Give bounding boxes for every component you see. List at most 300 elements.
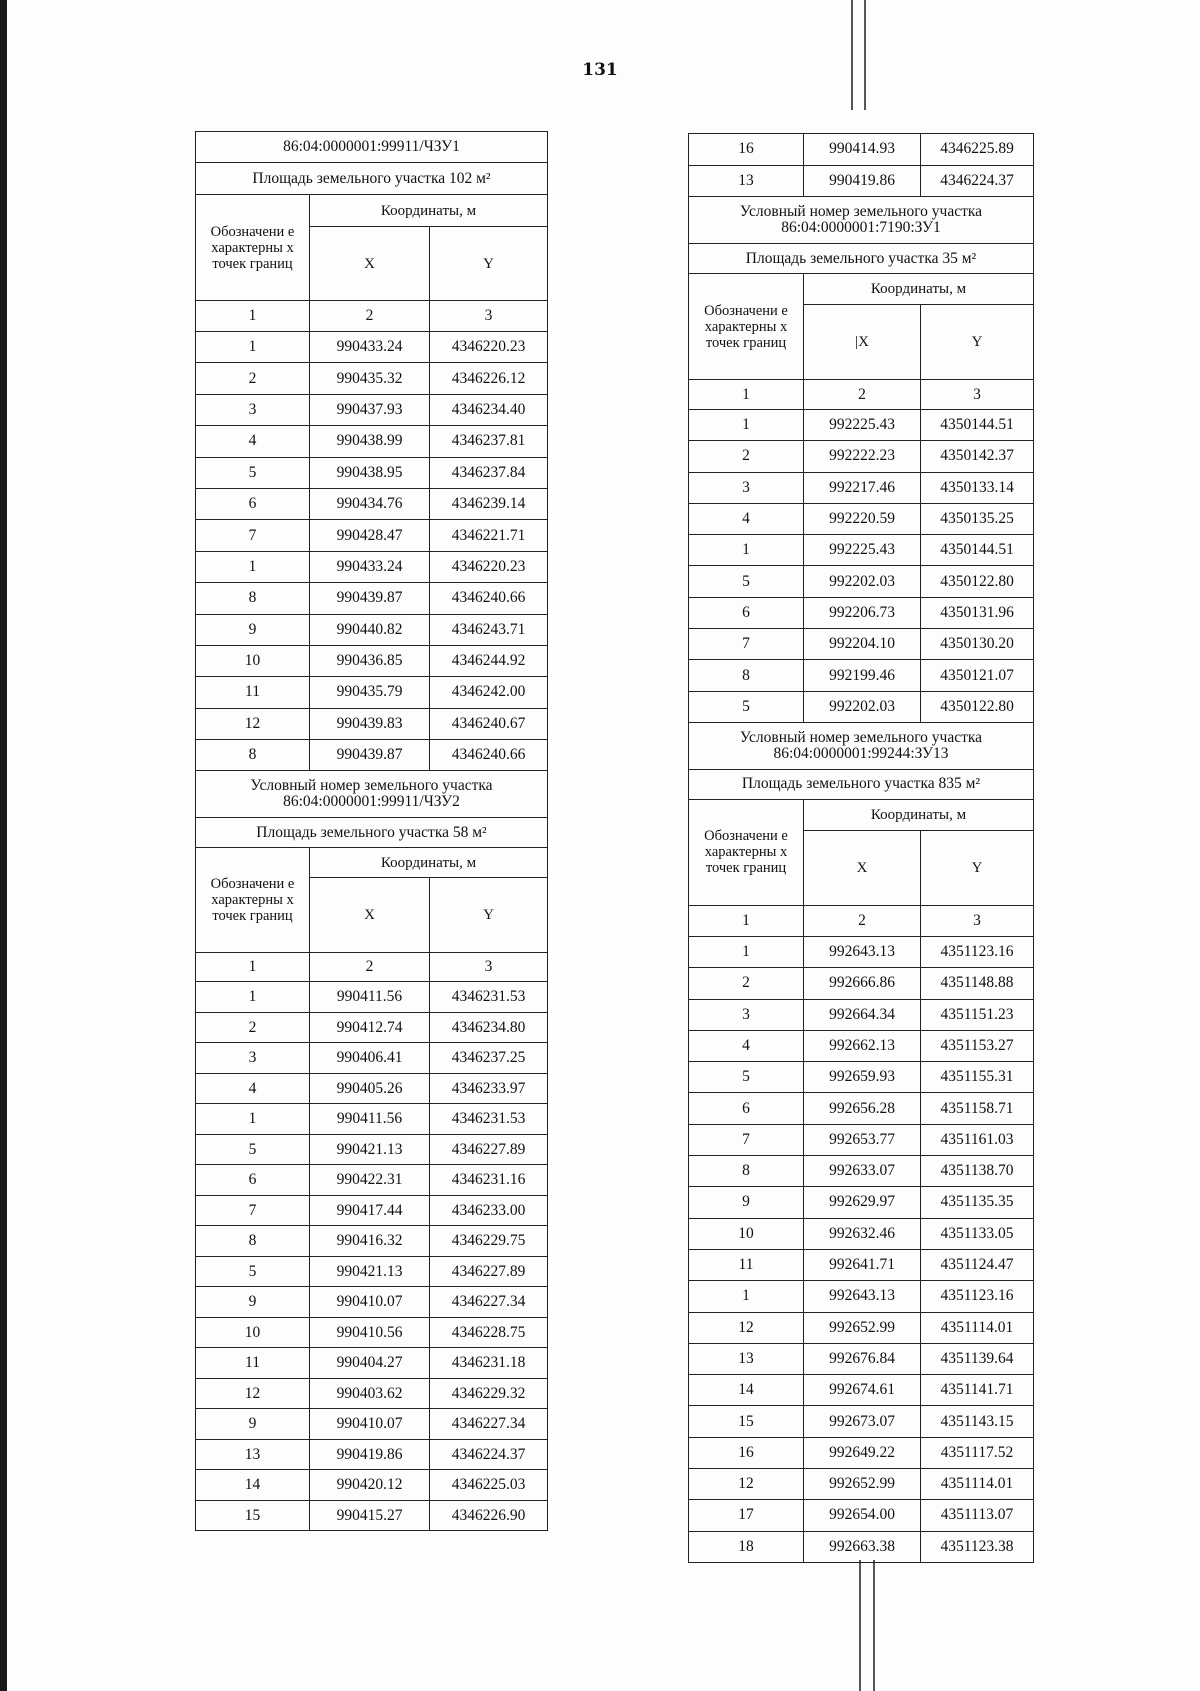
x-value: 992222.23 bbox=[804, 441, 921, 472]
table-row bbox=[689, 441, 1034, 472]
point-number: 3 bbox=[689, 999, 804, 1030]
y-value: 4346237.84 bbox=[430, 457, 548, 488]
y-value: 4346240.66 bbox=[430, 583, 548, 614]
point-designation-header: Обозначени е характерны х точек границ bbox=[689, 274, 804, 380]
table-row bbox=[689, 165, 1034, 197]
table-row bbox=[689, 472, 1034, 503]
y-value: 4351114.01 bbox=[921, 1312, 1034, 1343]
y-value: 4351143.15 bbox=[921, 1406, 1034, 1437]
y-value: 4351135.35 bbox=[921, 1187, 1034, 1218]
x-header: X bbox=[310, 878, 430, 953]
column-numbers-row bbox=[689, 380, 1034, 410]
table-row bbox=[196, 1348, 548, 1379]
coordinates-header: Координаты, м bbox=[804, 799, 1034, 830]
table-row bbox=[196, 1195, 548, 1226]
point-number: 14 bbox=[689, 1375, 804, 1406]
table-row bbox=[689, 503, 1034, 534]
parcel1-area-row bbox=[196, 163, 548, 195]
table-row bbox=[689, 134, 1034, 166]
x-value: 990405.26 bbox=[310, 1073, 430, 1104]
table-row bbox=[196, 488, 548, 519]
point-number: 13 bbox=[689, 1343, 804, 1374]
x-value: 992673.07 bbox=[804, 1406, 921, 1437]
coordinates-header: Координаты, м bbox=[804, 274, 1034, 305]
x-value: 992643.13 bbox=[804, 1281, 921, 1312]
parcel2-area-row bbox=[196, 818, 548, 848]
y-value: 4350122.80 bbox=[921, 691, 1034, 722]
right-coordinates-table bbox=[688, 133, 1034, 1563]
table-row bbox=[196, 1043, 548, 1074]
y-value: 4350133.14 bbox=[921, 472, 1034, 503]
x-value: 990403.62 bbox=[310, 1378, 430, 1409]
y-value: 4346240.66 bbox=[430, 740, 548, 771]
table-row bbox=[689, 1469, 1034, 1500]
point-number: 12 bbox=[689, 1312, 804, 1343]
x-value: 990438.95 bbox=[310, 457, 430, 488]
parcel1-area: Площадь земельного участка 102 м² bbox=[196, 163, 548, 195]
left-coordinates-table bbox=[195, 131, 548, 1531]
x-value: 990435.79 bbox=[310, 677, 430, 708]
parcel3-area-row bbox=[689, 244, 1034, 274]
y-value: 4350121.07 bbox=[921, 660, 1034, 691]
x-value: 990414.93 bbox=[804, 134, 921, 166]
y-value: 4351141.71 bbox=[921, 1375, 1034, 1406]
point-number: 1 bbox=[689, 410, 804, 441]
y-value: 4346220.23 bbox=[430, 551, 548, 582]
header-row bbox=[196, 195, 548, 227]
table-row bbox=[689, 410, 1034, 441]
column-number-3: 3 bbox=[430, 301, 548, 332]
table-row bbox=[689, 1124, 1034, 1155]
point-number: 12 bbox=[196, 708, 310, 739]
table-row bbox=[196, 1317, 548, 1348]
y-value: 4346231.53 bbox=[430, 982, 548, 1013]
point-number: 8 bbox=[196, 1226, 310, 1257]
table-row bbox=[196, 1104, 548, 1135]
table-row bbox=[196, 1378, 548, 1409]
y-value: 4346234.40 bbox=[430, 394, 548, 425]
x-value: 992652.99 bbox=[804, 1469, 921, 1500]
parcel1-id: 86:04:0000001:99911/ЧЗУ1 bbox=[196, 132, 548, 163]
x-value: 990415.27 bbox=[310, 1500, 430, 1531]
y-value: 4346233.00 bbox=[430, 1195, 548, 1226]
y-value: 4351133.05 bbox=[921, 1218, 1034, 1249]
scan-left-edge bbox=[0, 0, 7, 1691]
y-value: 4351148.88 bbox=[921, 968, 1034, 999]
x-value: 990410.56 bbox=[310, 1317, 430, 1348]
point-number: 18 bbox=[689, 1531, 804, 1562]
table-row bbox=[196, 1470, 548, 1501]
y-value: 4346242.00 bbox=[430, 677, 548, 708]
table-row bbox=[196, 1012, 548, 1043]
x-value: 992206.73 bbox=[804, 597, 921, 628]
point-number: 4 bbox=[689, 1030, 804, 1061]
y-value: 4346224.37 bbox=[430, 1439, 548, 1470]
x-value: 992659.93 bbox=[804, 1062, 921, 1093]
table-row bbox=[689, 629, 1034, 660]
x-value: 990416.32 bbox=[310, 1226, 430, 1257]
x-value: 992204.10 bbox=[804, 629, 921, 660]
point-number: 5 bbox=[689, 566, 804, 597]
y-value: 4351155.31 bbox=[921, 1062, 1034, 1093]
x-value: 990419.86 bbox=[804, 165, 921, 197]
x-value: 990436.85 bbox=[310, 645, 430, 676]
column-number-3: 3 bbox=[921, 380, 1034, 410]
y-value: 4351123.16 bbox=[921, 936, 1034, 967]
point-number: 3 bbox=[196, 1043, 310, 1074]
point-number: 1 bbox=[689, 535, 804, 566]
point-number: 15 bbox=[689, 1406, 804, 1437]
y-value: 4351114.01 bbox=[921, 1469, 1034, 1500]
point-number: 5 bbox=[689, 691, 804, 722]
point-number: 8 bbox=[196, 583, 310, 614]
x-value: 990417.44 bbox=[310, 1195, 430, 1226]
table-row bbox=[196, 363, 548, 394]
scan-binding-line-top bbox=[851, 0, 853, 110]
y-header: Y bbox=[921, 830, 1034, 905]
x-value: 990404.27 bbox=[310, 1348, 430, 1379]
y-value: 4346237.25 bbox=[430, 1043, 548, 1074]
table-row bbox=[689, 1312, 1034, 1343]
table-row bbox=[196, 1165, 548, 1196]
x-value: 990434.76 bbox=[310, 488, 430, 519]
coordinates-header: Координаты, м bbox=[310, 195, 548, 227]
column-number-2: 2 bbox=[804, 380, 921, 410]
point-number: 10 bbox=[196, 1317, 310, 1348]
x-value: 992649.22 bbox=[804, 1437, 921, 1468]
x-value: 990410.07 bbox=[310, 1287, 430, 1318]
y-value: 4346227.34 bbox=[430, 1287, 548, 1318]
table-row bbox=[196, 677, 548, 708]
point-number: 9 bbox=[196, 1409, 310, 1440]
point-number: 14 bbox=[196, 1470, 310, 1501]
table-row bbox=[689, 1218, 1034, 1249]
table-row bbox=[689, 1500, 1034, 1531]
x-value: 992676.84 bbox=[804, 1343, 921, 1374]
table-row bbox=[196, 1439, 548, 1470]
point-number: 5 bbox=[196, 1134, 310, 1165]
scan-binding-line-bottom bbox=[859, 1560, 861, 1691]
parcel2-title-row bbox=[196, 771, 548, 818]
y-value: 4351158.71 bbox=[921, 1093, 1034, 1124]
point-number: 7 bbox=[196, 1195, 310, 1226]
table-row bbox=[689, 999, 1034, 1030]
x-value: 992632.46 bbox=[804, 1218, 921, 1249]
x-value: 990412.74 bbox=[310, 1012, 430, 1043]
y-value: 4350135.25 bbox=[921, 503, 1034, 534]
x-value: 992663.38 bbox=[804, 1531, 921, 1562]
table-row bbox=[196, 583, 548, 614]
table-row bbox=[196, 332, 548, 363]
y-value: 4346229.32 bbox=[430, 1378, 548, 1409]
table-row bbox=[689, 1156, 1034, 1187]
x-value: 990428.47 bbox=[310, 520, 430, 551]
column-number-2: 2 bbox=[804, 905, 921, 936]
table-row bbox=[196, 708, 548, 739]
x-value: 990438.99 bbox=[310, 426, 430, 457]
point-number: 11 bbox=[196, 1348, 310, 1379]
point-number: 13 bbox=[689, 165, 804, 197]
table-row bbox=[689, 691, 1034, 722]
parcel4-title: Условный номер земельного участка 86:04:0000001:99244:ЗУ13 bbox=[689, 722, 1034, 769]
point-number: 10 bbox=[196, 645, 310, 676]
point-number: 6 bbox=[689, 1093, 804, 1124]
point-number: 2 bbox=[196, 363, 310, 394]
x-value: 992225.43 bbox=[804, 410, 921, 441]
y-value: 4351138.70 bbox=[921, 1156, 1034, 1187]
x-value: 990411.56 bbox=[310, 982, 430, 1013]
table-row bbox=[689, 1030, 1034, 1061]
point-number: 8 bbox=[689, 1156, 804, 1187]
x-value: 990439.83 bbox=[310, 708, 430, 739]
table-row bbox=[196, 394, 548, 425]
x-value: 992653.77 bbox=[804, 1124, 921, 1155]
point-number: 17 bbox=[689, 1500, 804, 1531]
x-value: 992220.59 bbox=[804, 503, 921, 534]
y-value: 4346240.67 bbox=[430, 708, 548, 739]
y-value: 4350122.80 bbox=[921, 566, 1034, 597]
y-value: 4351139.64 bbox=[921, 1343, 1034, 1374]
point-number: 1 bbox=[689, 936, 804, 967]
point-number: 10 bbox=[689, 1218, 804, 1249]
page-number: 131 bbox=[582, 60, 618, 80]
y-value: 4351123.38 bbox=[921, 1531, 1034, 1562]
point-number: 13 bbox=[196, 1439, 310, 1470]
x-header: X bbox=[804, 830, 921, 905]
table-row bbox=[196, 982, 548, 1013]
point-number: 7 bbox=[196, 520, 310, 551]
point-designation-header: Обозначени е характерны х точек границ bbox=[196, 195, 310, 301]
header-row bbox=[689, 274, 1034, 305]
parcel3-title-row bbox=[689, 197, 1034, 244]
y-value: 4351161.03 bbox=[921, 1124, 1034, 1155]
point-designation-header: Обозначени е характерны х точек границ bbox=[689, 799, 804, 905]
point-number: 3 bbox=[689, 472, 804, 503]
x-value: 992664.34 bbox=[804, 999, 921, 1030]
y-value: 4351113.07 bbox=[921, 1500, 1034, 1531]
y-value: 4346227.89 bbox=[430, 1134, 548, 1165]
x-value: 990421.13 bbox=[310, 1134, 430, 1165]
point-number: 6 bbox=[689, 597, 804, 628]
y-value: 4351124.47 bbox=[921, 1249, 1034, 1280]
y-value: 4346243.71 bbox=[430, 614, 548, 645]
point-number: 9 bbox=[196, 614, 310, 645]
table-row bbox=[689, 968, 1034, 999]
y-header: Y bbox=[430, 878, 548, 953]
x-value: 990435.32 bbox=[310, 363, 430, 394]
parcel1-id-row bbox=[196, 132, 548, 163]
y-value: 4351123.16 bbox=[921, 1281, 1034, 1312]
point-number: 2 bbox=[196, 1012, 310, 1043]
point-number: 4 bbox=[196, 426, 310, 457]
table-row bbox=[196, 1256, 548, 1287]
point-number: 9 bbox=[689, 1187, 804, 1218]
table-row bbox=[196, 645, 548, 676]
point-number: 12 bbox=[689, 1469, 804, 1500]
column-number-1: 1 bbox=[689, 380, 804, 410]
y-value: 4346221.71 bbox=[430, 520, 548, 551]
table-row bbox=[196, 520, 548, 551]
y-value: 4346237.81 bbox=[430, 426, 548, 457]
x-header: X bbox=[310, 227, 430, 301]
column-numbers-row bbox=[196, 301, 548, 332]
column-numbers-row bbox=[196, 953, 548, 982]
point-number: 9 bbox=[196, 1287, 310, 1318]
point-number: 4 bbox=[689, 503, 804, 534]
table-row bbox=[196, 457, 548, 488]
point-number: 5 bbox=[196, 1256, 310, 1287]
point-number: 1 bbox=[689, 1281, 804, 1312]
x-value: 990439.87 bbox=[310, 740, 430, 771]
y-value: 4346226.90 bbox=[430, 1500, 548, 1531]
y-value: 4346231.16 bbox=[430, 1165, 548, 1196]
point-number: 16 bbox=[689, 134, 804, 166]
point-number: 2 bbox=[689, 968, 804, 999]
point-number: 6 bbox=[196, 488, 310, 519]
column-number-3: 3 bbox=[430, 953, 548, 982]
point-number: 8 bbox=[196, 740, 310, 771]
column-number-3: 3 bbox=[921, 905, 1034, 936]
y-header: Y bbox=[430, 227, 548, 301]
x-value: 990410.07 bbox=[310, 1409, 430, 1440]
point-number: 1 bbox=[196, 332, 310, 363]
x-value: 990439.87 bbox=[310, 583, 430, 614]
table-row bbox=[689, 1343, 1034, 1374]
table-row bbox=[689, 936, 1034, 967]
table-row bbox=[196, 426, 548, 457]
table-row bbox=[196, 1226, 548, 1257]
x-value: 992674.61 bbox=[804, 1375, 921, 1406]
scan-binding-line-bottom-2 bbox=[873, 1560, 875, 1691]
y-value: 4350131.96 bbox=[921, 597, 1034, 628]
x-value: 990433.24 bbox=[310, 551, 430, 582]
table-row bbox=[689, 1281, 1034, 1312]
y-value: 4346233.97 bbox=[430, 1073, 548, 1104]
point-designation-header: Обозначени е характерны х точек границ bbox=[196, 848, 310, 953]
y-value: 4346234.80 bbox=[430, 1012, 548, 1043]
point-number: 3 bbox=[196, 394, 310, 425]
table-row bbox=[196, 1500, 548, 1531]
y-value: 4350144.51 bbox=[921, 410, 1034, 441]
x-value: 992199.46 bbox=[804, 660, 921, 691]
y-value: 4346239.14 bbox=[430, 488, 548, 519]
x-value: 992217.46 bbox=[804, 472, 921, 503]
x-value: 990437.93 bbox=[310, 394, 430, 425]
column-number-2: 2 bbox=[310, 301, 430, 332]
table-row bbox=[196, 614, 548, 645]
point-number: 2 bbox=[689, 441, 804, 472]
x-value: 992656.28 bbox=[804, 1093, 921, 1124]
column-number-2: 2 bbox=[310, 953, 430, 982]
table-row bbox=[689, 597, 1034, 628]
y-value: 4346227.89 bbox=[430, 1256, 548, 1287]
table-row bbox=[689, 535, 1034, 566]
y-value: 4351151.23 bbox=[921, 999, 1034, 1030]
point-number: 7 bbox=[689, 1124, 804, 1155]
y-value: 4346231.53 bbox=[430, 1104, 548, 1135]
x-value: 990421.13 bbox=[310, 1256, 430, 1287]
column-number-1: 1 bbox=[196, 301, 310, 332]
point-number: 1 bbox=[196, 982, 310, 1013]
coordinates-header: Координаты, м bbox=[310, 848, 548, 878]
table-row bbox=[196, 1073, 548, 1104]
point-number: 12 bbox=[196, 1378, 310, 1409]
y-header: Y bbox=[921, 305, 1034, 380]
table-row bbox=[689, 660, 1034, 691]
y-value: 4351117.52 bbox=[921, 1437, 1034, 1468]
x-value: 992225.43 bbox=[804, 535, 921, 566]
column-number-1: 1 bbox=[689, 905, 804, 936]
table-row bbox=[689, 1375, 1034, 1406]
x-value: 992666.86 bbox=[804, 968, 921, 999]
x-header: |X bbox=[804, 305, 921, 380]
parcel4-area: Площадь земельного участка 835 м² bbox=[689, 769, 1034, 799]
x-value: 990440.82 bbox=[310, 614, 430, 645]
y-value: 4346227.34 bbox=[430, 1409, 548, 1440]
parcel4-area-row bbox=[689, 769, 1034, 799]
x-value: 990433.24 bbox=[310, 332, 430, 363]
x-value: 992202.03 bbox=[804, 691, 921, 722]
x-value: 992641.71 bbox=[804, 1249, 921, 1280]
table-row bbox=[196, 1134, 548, 1165]
x-value: 990406.41 bbox=[310, 1043, 430, 1074]
point-number: 15 bbox=[196, 1500, 310, 1531]
header-row bbox=[196, 848, 548, 878]
table-row bbox=[689, 1249, 1034, 1280]
column-number-1: 1 bbox=[196, 953, 310, 982]
y-value: 4350144.51 bbox=[921, 535, 1034, 566]
x-value: 992633.07 bbox=[804, 1156, 921, 1187]
parcel2-area: Площадь земельного участка 58 м² bbox=[196, 818, 548, 848]
point-number: 11 bbox=[689, 1249, 804, 1280]
table-row bbox=[689, 1406, 1034, 1437]
x-value: 992652.99 bbox=[804, 1312, 921, 1343]
table-row bbox=[196, 740, 548, 771]
parcel3-area: Площадь земельного участка 35 м² bbox=[689, 244, 1034, 274]
parcel2-title: Условный номер земельного участка 86:04:0000001:99911/ЧЗУ2 bbox=[196, 771, 548, 818]
point-number: 8 bbox=[689, 660, 804, 691]
point-number: 5 bbox=[196, 457, 310, 488]
table-row bbox=[689, 1187, 1034, 1218]
y-value: 4346220.23 bbox=[430, 332, 548, 363]
table-row bbox=[689, 1531, 1034, 1562]
header-row bbox=[689, 799, 1034, 830]
table-row bbox=[196, 1409, 548, 1440]
parcel3-title: Условный номер земельного участка 86:04:0000001:7190:ЗУ1 bbox=[689, 197, 1034, 244]
y-value: 4350142.37 bbox=[921, 441, 1034, 472]
point-number: 11 bbox=[196, 677, 310, 708]
x-value: 992662.13 bbox=[804, 1030, 921, 1061]
point-number: 1 bbox=[196, 551, 310, 582]
point-number: 5 bbox=[689, 1062, 804, 1093]
point-number: 1 bbox=[196, 1104, 310, 1135]
y-value: 4346231.18 bbox=[430, 1348, 548, 1379]
point-number: 7 bbox=[689, 629, 804, 660]
y-value: 4346224.37 bbox=[921, 165, 1034, 197]
y-value: 4346244.92 bbox=[430, 645, 548, 676]
table-row bbox=[689, 1093, 1034, 1124]
point-number: 16 bbox=[689, 1437, 804, 1468]
point-number: 6 bbox=[196, 1165, 310, 1196]
x-value: 990420.12 bbox=[310, 1470, 430, 1501]
y-value: 4350130.20 bbox=[921, 629, 1034, 660]
y-value: 4346225.03 bbox=[430, 1470, 548, 1501]
table-row bbox=[196, 1287, 548, 1318]
scan-binding-line-top-2 bbox=[864, 0, 866, 110]
x-value: 992643.13 bbox=[804, 936, 921, 967]
table-row bbox=[689, 1062, 1034, 1093]
parcel4-title-row bbox=[689, 722, 1034, 769]
